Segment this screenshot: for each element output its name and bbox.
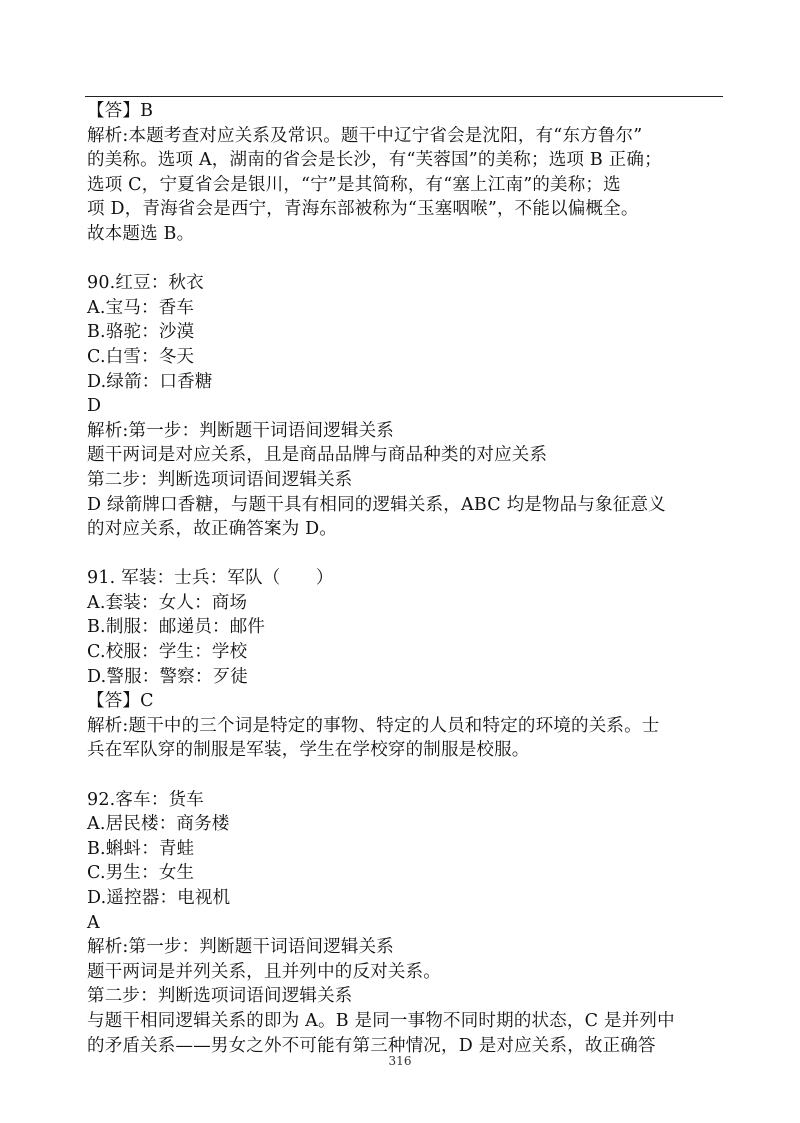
option-a: A.套装：女人：商场 [87, 592, 248, 613]
option-d: D.绿箭：口香糖 [87, 371, 213, 392]
explanation-line: 的矛盾关系——男女之外不可能有第三种情况，D 是对应关系，故正确答 [87, 1035, 656, 1056]
option-c: C.校服：学生：学校 [87, 642, 248, 663]
text-line: 解析:本题考查对应关系及常识。题干中辽宁省会是沈阳，有“东方鲁尔” [87, 125, 643, 146]
question-89-answer [87, 99, 727, 247]
text-line: 项 D，青海省会是西宁，青海东部被称为“玉塞咽喉”，不能以偏概全。 [87, 199, 639, 220]
question-90 [87, 271, 727, 542]
page-number: 316 [388, 1054, 412, 1068]
option-d: D.警服：警察：歹徒 [87, 666, 248, 687]
option-b: B.蝌蚪：青蛙 [87, 838, 195, 859]
text-line: 选项 C，宁夏省会是银川，“宁”是其简称，有“塞上江南”的美称；选 [87, 174, 621, 195]
text-line: 的美称。选项 A，湖南的省会是长沙，有“芙蓉国”的美称；选项 B 正确； [87, 150, 662, 171]
question-title: 91. 军装：士兵：军队（ ） [87, 568, 334, 589]
paragraph-gap [87, 763, 727, 788]
option-a: A.居民楼：商务楼 [87, 814, 230, 835]
explanation-line: 的对应关系，故正确答案为 D。 [87, 519, 338, 540]
explanation-line: 第二步：判断选项词语间逻辑关系 [87, 469, 353, 490]
option-b: B.骆驼：沙漠 [87, 322, 195, 343]
explanation-line: 题干两词是对应关系，且是商品品牌与商品种类的对应关系 [87, 445, 548, 466]
explanation-line: 题干两词是并列关系，且并列中的反对关系。 [87, 961, 441, 982]
option-d: D.遥控器：电视机 [87, 888, 231, 908]
answer: D [87, 396, 102, 417]
explanation-line: D 绿箭牌口香糖，与题干具有相同的逻辑关系，ABC 均是物品与象征意义 [87, 494, 666, 515]
option-c: C.男生：女生 [87, 863, 195, 884]
explanation-line: 解析:题干中的三个词是特定的事物、特定的人员和特定的环境的关系。士 [87, 715, 660, 736]
explanation-line: 第二步：判断选项词语间逻辑关系 [87, 986, 353, 1007]
answer: A [87, 912, 100, 933]
option-b: B.制服：邮递员：邮件 [87, 617, 266, 638]
header-rule [85, 96, 723, 97]
question-title: 90.红豆：秋衣 [87, 273, 204, 294]
answer: 【答】C [87, 691, 154, 712]
text-line: 故本题选 B。 [87, 223, 195, 244]
explanation-line: 解析:第一步：判断题干词语间逻辑关系 [87, 420, 394, 441]
option-a: A.宝马：香车 [87, 297, 195, 318]
question-91 [87, 566, 727, 763]
question-92 [87, 788, 727, 1059]
paragraph-gap [87, 247, 727, 272]
explanation-line: 解析:第一步：判断题干词语间逻辑关系 [87, 937, 394, 958]
explanation-line: 与题干相同逻辑关系的即为 A。B 是同一事物不同时期的状态，C 是并列中 [87, 1010, 675, 1031]
option-c: C.白雪：冬天 [87, 346, 195, 367]
page-body [87, 99, 727, 1058]
explanation-line: 兵在军队穿的制服是军装，学生在学校穿的制服是校服。 [87, 740, 530, 761]
text-line: 【答】B [87, 101, 154, 121]
question-title: 92.客车：货车 [87, 789, 204, 810]
paragraph-gap [87, 542, 727, 567]
